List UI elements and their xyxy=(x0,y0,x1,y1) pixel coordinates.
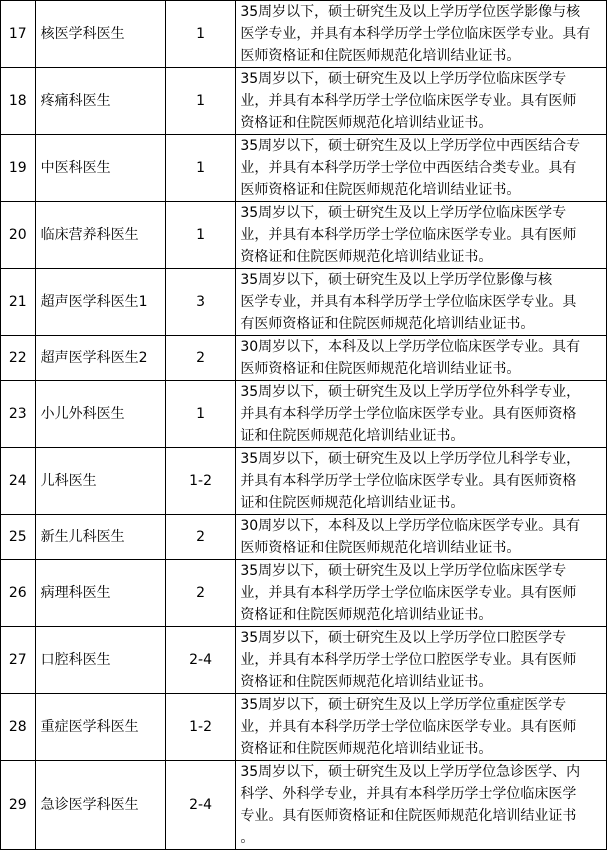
position-count: 1-2 xyxy=(165,694,236,761)
requirement-text-line: 医师资格证和住院医师规范化培训结业证书。 xyxy=(240,48,521,64)
requirement-text-line: 专业。具有医师资格证和住院医师规范化培训结业证书 xyxy=(240,808,577,824)
row-number: 19 xyxy=(1,135,36,202)
position-count: 2 xyxy=(165,336,236,381)
requirements-cell xyxy=(236,761,607,850)
table-row xyxy=(1,135,607,202)
requirement-text-line: 35周岁以下，硕士研究生及以上学历学位外科学专业， xyxy=(240,384,581,400)
requirement-text-line: 35周岁以下，硕士研究生及以上学历学位急诊医学、内 xyxy=(240,764,581,780)
requirement-text-line: 35周岁以下，硕士研究生及以上学历学位临床医学专 xyxy=(240,563,567,579)
requirement-text-line: 并具有本科学历学士学位临床医学专业。具有医师资格 xyxy=(240,406,577,422)
requirement-text-line: 科学、外科学专业，并具有本科学历学士学位临床医学 xyxy=(240,786,577,802)
requirements-cell xyxy=(236,269,607,336)
requirement-text-line: 30周岁以下，本科及以上学历学位临床医学专业。具有 xyxy=(240,339,581,355)
table-row xyxy=(1,627,607,694)
requirement-text-line: 业，并具有本科学历学士学位临床医学专业。具有医师 xyxy=(240,93,577,109)
requirements-cell xyxy=(236,336,607,381)
position-count: 1 xyxy=(165,135,236,202)
position-title: 急诊医学科医生 xyxy=(35,761,165,850)
requirement-text-line: 资格证和住院医师规范化培训结业证书。 xyxy=(240,741,493,757)
table-row xyxy=(1,336,607,381)
position-count: 1 xyxy=(165,1,236,68)
requirements-cell xyxy=(236,560,607,627)
requirements-cell xyxy=(236,694,607,761)
requirement-text-line: 资格证和住院医师规范化培训结业证书。 xyxy=(240,607,493,623)
requirement-text-line: 。 xyxy=(240,830,255,846)
requirement-text-line: 业，并具有本科学历学士学位口腔医学专业。具有医师 xyxy=(240,652,577,668)
row-number: 29 xyxy=(1,761,36,850)
requirement-text-line: 医师资格证和住院医师规范化培训结业证书。 xyxy=(240,361,521,377)
position-title: 小儿外科医生 xyxy=(35,381,165,448)
requirement-text-line: 业，并具有本科学历学士学位中西医结合类专业。具有 xyxy=(240,160,577,176)
row-number: 21 xyxy=(1,269,36,336)
position-count: 1 xyxy=(165,202,236,269)
table-row xyxy=(1,202,607,269)
position-title: 超声医学科医生1 xyxy=(35,269,165,336)
position-title: 重症医学科医生 xyxy=(35,694,165,761)
requirement-text-line: 医师资格证和住院医师规范化培训结业证书。 xyxy=(240,182,521,198)
position-title: 疼痛科医生 xyxy=(35,68,165,135)
requirement-text-line: 证和住院医师规范化培训结业证书。 xyxy=(240,428,465,444)
row-number: 27 xyxy=(1,627,36,694)
position-count: 1 xyxy=(165,381,236,448)
row-number: 17 xyxy=(1,1,36,68)
requirement-text-line: 业，并具有本科学历学士学位临床医学专业。具有医师 xyxy=(240,585,577,601)
requirement-text-line: 有医师资格证和住院医师规范化培训结业证书。 xyxy=(240,316,535,332)
position-count: 2-4 xyxy=(165,627,236,694)
requirements-cell xyxy=(236,515,607,560)
table-row xyxy=(1,560,607,627)
position-title: 核医学科医生 xyxy=(35,1,165,68)
requirements-cell xyxy=(236,202,607,269)
requirement-text-line: 35周岁以下，硕士研究生及以上学历学位临床医学专 xyxy=(240,205,567,221)
table-row xyxy=(1,761,607,850)
requirement-text-line: 资格证和住院医师规范化培训结业证书。 xyxy=(240,115,493,131)
requirement-text-line: 业，并具有本科学历学士学位临床医学专业。具有医师 xyxy=(240,719,577,735)
requirement-text-line: 资格证和住院医师规范化培训结业证书。 xyxy=(240,249,493,265)
requirement-text-line: 35周岁以下，硕士研究生及以上学历学位重症医学专 xyxy=(240,697,567,713)
position-title: 口腔科医生 xyxy=(35,627,165,694)
table-row xyxy=(1,269,607,336)
row-number: 18 xyxy=(1,68,36,135)
requirements-cell xyxy=(236,627,607,694)
position-title: 超声医学科医生2 xyxy=(35,336,165,381)
row-number: 20 xyxy=(1,202,36,269)
position-count: 3 xyxy=(165,269,236,336)
requirement-text-line: 30周岁以下，本科及以上学历学位临床医学专业。具有 xyxy=(240,518,581,534)
requirement-text-line: 资格证和住院医师规范化培训结业证书。 xyxy=(240,674,493,690)
requirement-text-line: 35周岁以下，硕士研究生及以上学历学位临床医学专 xyxy=(240,71,567,87)
requirements-cell xyxy=(236,68,607,135)
row-number: 24 xyxy=(1,448,36,515)
position-title: 临床营养科医生 xyxy=(35,202,165,269)
requirements-cell xyxy=(236,381,607,448)
requirement-text-line: 35周岁以下，硕士研究生及以上学历学位儿科学专业， xyxy=(240,451,581,467)
requirement-text-line: 35周岁以下，硕士研究生及以上学历学位影像与核 xyxy=(240,272,553,288)
row-number: 22 xyxy=(1,336,36,381)
row-number: 26 xyxy=(1,560,36,627)
requirements-cell xyxy=(236,135,607,202)
job-table-body xyxy=(1,1,607,850)
table-row xyxy=(1,1,607,68)
table-row xyxy=(1,68,607,135)
position-count: 2 xyxy=(165,560,236,627)
position-title: 中医科医生 xyxy=(35,135,165,202)
position-title: 病理科医生 xyxy=(35,560,165,627)
requirement-text-line: 医学专业，并具有本科学历学士学位临床医学专业。具有 xyxy=(240,26,591,42)
requirement-text-line: 医学专业，并具有本科学历学士学位临床医学专业。具 xyxy=(240,294,577,310)
requirement-text-line: 医师资格证和住院医师规范化培训结业证书。 xyxy=(240,540,521,556)
position-title: 儿科医生 xyxy=(35,448,165,515)
requirements-cell xyxy=(236,1,607,68)
position-count: 2-4 xyxy=(165,761,236,850)
requirements-cell xyxy=(236,448,607,515)
requirement-text-line: 并具有本科学历学士学位临床医学专业。具有医师资格 xyxy=(240,473,577,489)
position-count: 2 xyxy=(165,515,236,560)
table-row xyxy=(1,381,607,448)
requirement-text-line: 证和住院医师规范化培训结业证书。 xyxy=(240,495,465,511)
row-number: 25 xyxy=(1,515,36,560)
position-count: 1-2 xyxy=(165,448,236,515)
row-number: 28 xyxy=(1,694,36,761)
table-row xyxy=(1,515,607,560)
table-row xyxy=(1,694,607,761)
position-count: 1 xyxy=(165,68,236,135)
requirement-text-line: 业，并具有本科学历学士学位临床医学专业。具有医师 xyxy=(240,227,577,243)
requirement-text-line: 35周岁以下，硕士研究生及以上学历学位口腔医学专 xyxy=(240,630,567,646)
requirement-text-line: 35周岁以下，硕士研究生及以上学历学位中西医结合专 xyxy=(240,138,581,154)
table-row xyxy=(1,448,607,515)
requirement-text-line: 35周岁以下，硕士研究生及以上学历学位医学影像与核 xyxy=(240,4,581,20)
position-title: 新生儿科医生 xyxy=(35,515,165,560)
row-number: 23 xyxy=(1,381,36,448)
